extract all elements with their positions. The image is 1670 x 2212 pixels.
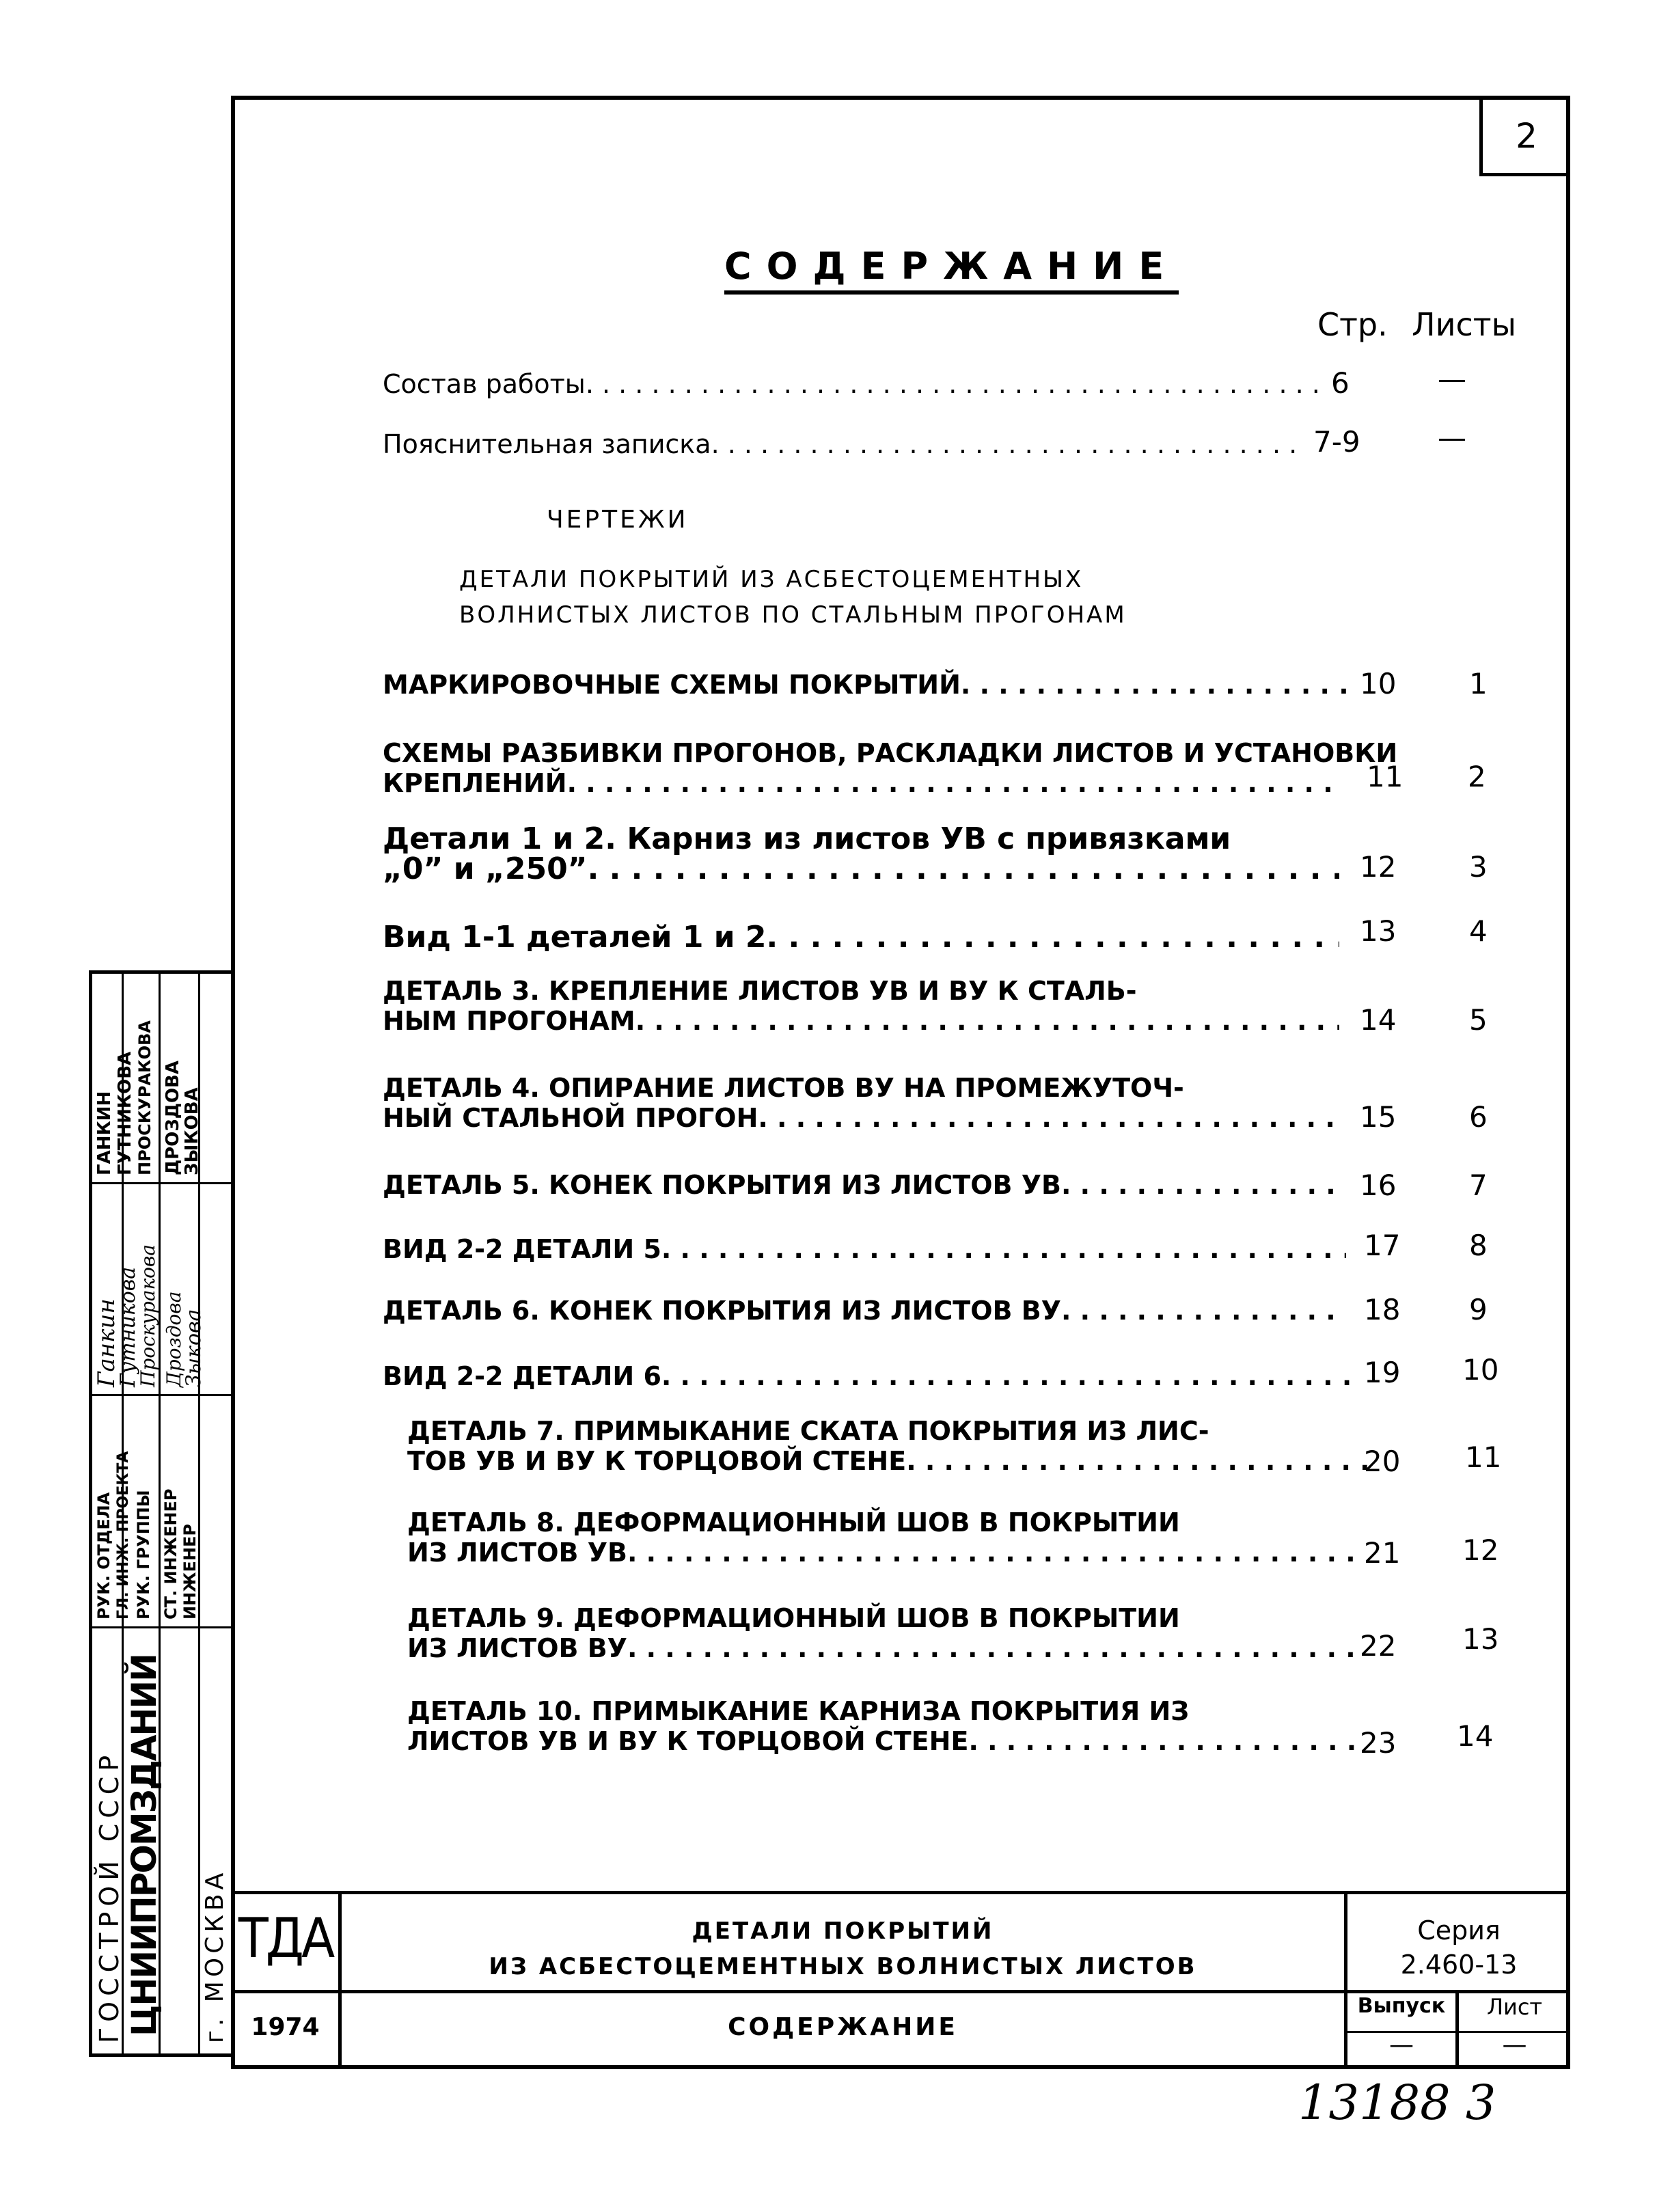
name-1: ГАНКИН [94,1091,115,1175]
toc-entry-5: ДЕТАЛЬ 3. КРЕПЛЕНИЕ ЛИСТОВ УВ И ВУ К СТАЛЬ- НЫМ ПРОГОНАМ . . . [383,976,1339,1036]
sheet-value: — [1502,2031,1527,2059]
entry-page: 16 [1360,1169,1397,1202]
toc-entry-8: ВИД 2-2 ДЕТАЛИ 5 . . . [383,1234,1346,1264]
issue-label: Выпуск [1357,1994,1446,2018]
entry-sheet: 6 [1469,1100,1488,1134]
entry-page: 15 [1360,1100,1397,1134]
subsection-title [459,562,1127,633]
org-code: ТДА [238,1907,333,1970]
entry-page: 17 [1364,1229,1401,1262]
page-title: СОДЕРЖАНИЕ [724,245,1179,295]
series-label: Серия [1417,1915,1501,1945]
entry-sheet: 9 [1469,1293,1488,1326]
document-title-line-1: ДЕТАЛИ ПОКРЫТИЙ [692,1917,994,1945]
entry-sheet: 14 [1457,1719,1494,1753]
entry-page: 10 [1360,667,1397,700]
entry-sheet: 13 [1462,1622,1499,1656]
title-block-divider [231,1990,1570,1993]
entry-sheet: 7 [1469,1169,1488,1202]
entry-text: Состав работы [383,369,586,399]
column-header-page: Стр. [1317,306,1388,343]
document-title [342,1913,1344,1984]
series-cell [1347,1913,1570,1982]
handwritten-number: 13188 3 [1298,2075,1496,2131]
entry-page: 21 [1364,1536,1401,1570]
toc-entry-intro-1 [383,369,1326,399]
toc-entry-9: ДЕТАЛЬ 6. КОНЕК ПОКРЫТИЯ ИЗ ЛИСТОВ ВУ . . . [383,1296,1346,1326]
entry-sheet: — [1438,421,1466,454]
entry-sheet: 8 [1469,1229,1488,1262]
entry-page: 18 [1364,1293,1401,1326]
role-5: ИНЖЕНЕР [180,1523,200,1620]
entry-page: 7-9 [1313,425,1360,459]
toc-entry-1: МАРКИРОВОЧНЫЕ СХЕМЫ ПОКРЫТИЙ . . . [383,670,1346,700]
entry-sheet: — [1438,362,1466,396]
document-subtitle: СОДЕРЖАНИЕ [728,2013,958,2041]
name-3: ПРОСКУРАКОВА [135,1020,154,1175]
toc-entry-11: ДЕТАЛЬ 7. ПРИМЫКАНИЕ СКАТА ПОКРЫТИЯ ИЗ ЛИС- ТОВ УВ И ВУ К ТОРЦОВОЙ СТЕНЕ . . . [407,1416,1378,1476]
org-line-1: ГОССТРОЙ СССР [94,1749,124,2043]
column-header-sheets: Листы [1412,306,1516,343]
toc-entry-14: ДЕТАЛЬ 10. ПРИМЫКАНИЕ КАРНИЗА ПОКРЫТИЯ ИЗ ЛИСТОВ УВ И ВУ К ТОРЦОВОЙ СТЕНЕ . . . [407,1696,1364,1756]
entry-page: 13 [1360,914,1397,948]
toc-entry-10: ВИД 2-2 ДЕТАЛИ 6 . . . [383,1361,1353,1391]
series-value: 2.460-13 [1400,1950,1518,1980]
sheet-label: Лист [1486,1994,1543,2020]
toc-entry-7: ДЕТАЛЬ 5. КОНЕК ПОКРЫТИЯ ИЗ ЛИСТОВ УВ . . . [383,1170,1346,1200]
signature-3: Проскуракова [137,1244,159,1387]
entry-text: Пояснительная записка [383,429,711,459]
strip-divider [89,1182,231,1184]
issue-value: — [1389,2031,1414,2059]
subsection-title-line-2: ВОЛНИСТЫХ ЛИСТОВ ПО СТАЛЬНЫМ ПРОГОНАМ [459,601,1127,629]
entry-sheet: 2 [1468,760,1486,793]
role-1: РУК. ОТДЕЛА [94,1492,113,1620]
signature-4: Дроздова [163,1291,185,1387]
toc-entry-4: Вид 1-1 деталей 1 и 2 . . . [383,923,1339,953]
signature-1: Ганкин [93,1298,120,1387]
name-2: ГУТНИКОВА [115,1051,135,1175]
entry-page: 23 [1360,1726,1397,1760]
sheet-number-box [1479,96,1570,176]
year: 1974 [251,2013,320,2041]
entry-sheet: 12 [1462,1533,1499,1567]
subsection-title-line-1: ДЕТАЛИ ПОКРЫТИЙ ИЗ АСБЕСТОЦЕМЕНТНЫХ [459,566,1084,593]
entry-page: 11 [1367,760,1404,793]
org-line-3: г. МОСКВА [201,1868,229,2043]
signature-2: Гутникова [116,1266,140,1387]
entry-sheet: 3 [1469,850,1488,884]
role-3: РУК. ГРУППЫ [134,1490,153,1620]
role-4: СТ. ИНЖЕНЕР [161,1488,180,1620]
document-title-line-2: ИЗ АСБЕСТОЦЕМЕНТНЫХ ВОЛНИСТЫХ ЛИСТОВ [489,1953,1197,1980]
entry-sheet: 5 [1469,1003,1488,1037]
strip-divider [89,1626,231,1628]
toc-entry-6: ДЕТАЛЬ 4. ОПИРАНИЕ ЛИСТОВ ВУ НА ПРОМЕЖУТОЧ- НЫЙ СТАЛЬНОЙ ПРОГОН . . . [383,1073,1339,1133]
strip-divider [89,1394,231,1396]
entry-page: 20 [1364,1445,1401,1478]
toc-entry-12: ДЕТАЛЬ 8. ДЕФОРМАЦИОННЫЙ ШОВ В ПОКРЫТИИ ИЗ ЛИСТОВ УВ . . . [407,1507,1364,1568]
org-line-2: ЦНИИПРОМЗДАНИЙ [124,1654,164,2036]
entry-page: 22 [1360,1629,1397,1663]
title-block-top-border [231,1891,1570,1894]
role-2: ГЛ. ИНЖ. ПРОЕКТА [115,1451,132,1620]
entry-page: 14 [1360,1003,1397,1037]
signature-5: Зыкова [182,1309,206,1387]
toc-entry-3: Детали 1 и 2. Карниз из листов УВ с привязками „0” и „250” . . . [383,824,1339,884]
toc-entry-13: ДЕТАЛЬ 9. ДЕФОРМАЦИОННЫЙ ШОВ В ПОКРЫТИИ ИЗ ЛИСТОВ ВУ . . . [407,1603,1364,1663]
toc-entry-2: СХЕМЫ РАЗБИВКИ ПРОГОНОВ, РАСКЛАДКИ ЛИСТОВ И УСТАНОВКИ КРЕПЛЕНИЙ . . . [383,738,1339,798]
section-title: ЧЕРТЕЖИ [547,506,689,534]
entry-sheet: 1 [1469,667,1488,700]
entry-page: 12 [1360,850,1397,884]
entry-sheet: 11 [1465,1440,1502,1474]
entry-page: 6 [1331,366,1350,400]
toc-entry-intro-2 [383,429,1305,459]
entry-sheet: 4 [1469,914,1488,948]
entry-sheet: 10 [1462,1353,1499,1387]
entry-page: 19 [1364,1356,1401,1389]
name-4: ДРОЗДОВА [163,1061,183,1175]
name-5: ЗЫКОВА [182,1087,202,1175]
sheet-number: 2 [1516,116,1537,156]
